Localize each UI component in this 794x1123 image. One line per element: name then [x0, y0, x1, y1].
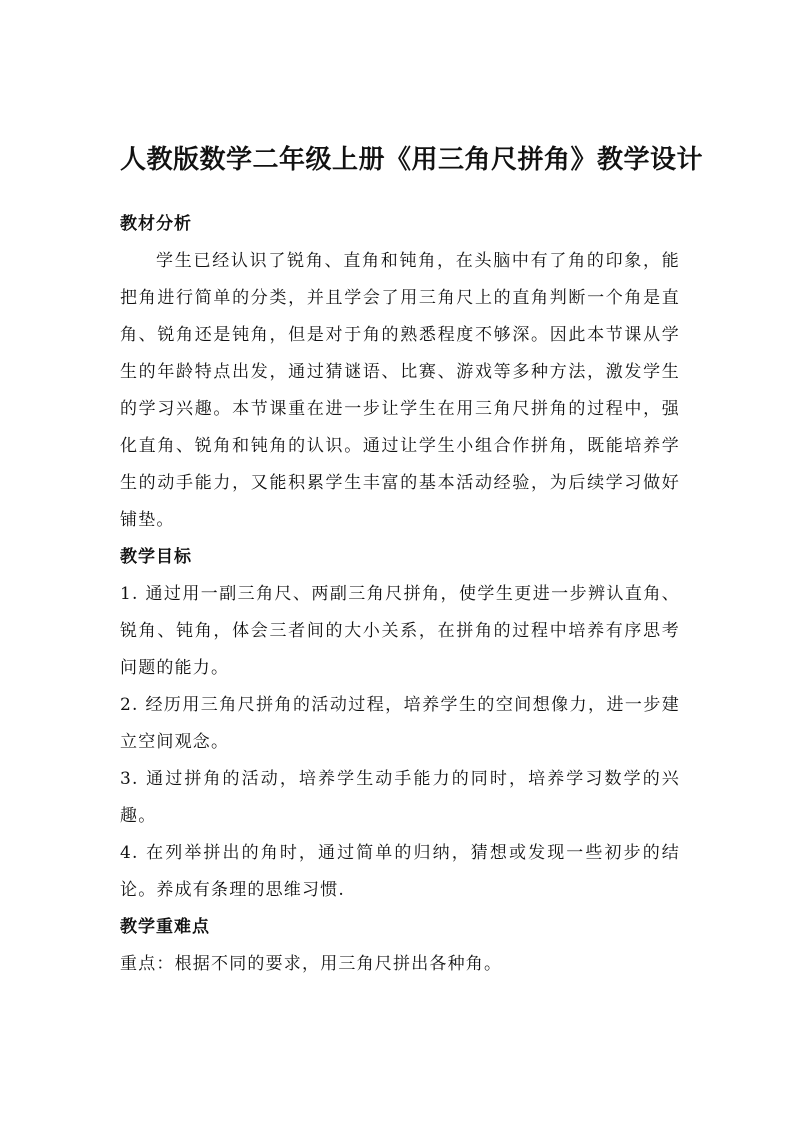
objective-item-2: 2. 经历用三角尺拼角的活动过程，培养学生的空间想像力，进一步建立空间观念。: [120, 695, 680, 752]
key-point-paragraph: 重点：根据不同的要求，用三角尺拼出各种角。: [120, 954, 503, 974]
section-teaching-objectives: [120, 539, 680, 909]
document-body: [120, 206, 680, 983]
section-key-difficulties: [120, 909, 680, 983]
section-material-analysis: [120, 206, 680, 539]
document-title: 人教版数学二年级上册《用三角尺拼角》教学设计: [120, 145, 704, 175]
body-paragraph: 学生已经认识了锐角、直角和钝角，在头脑中有了角的印象，能把角进行简单的分类，并且学会了用三角尺上的直角判断一个角是直角、锐角还是钝角，但是对于角的熟悉程度不够深。因此本节课从学生的年龄特点出发，通过猜谜语、比赛、游戏等多种方法，激发学生的学习兴趣。本节课重在进一步让学生在用三角尺拼角的过程中，强化直角、锐角和钝角的认识。通过让学生小组合作拼角，既能培养学生的动手能力，又能积累学生丰富的基本活动经验，为后续学习做好铺垫。: [120, 251, 680, 530]
objective-item-3: 3. 通过拼角的活动，培养学生动手能力的同时，培养学习数学的兴趣。: [120, 769, 680, 826]
section-heading: 教学目标: [120, 547, 192, 567]
section-heading: 教学重难点: [120, 917, 210, 937]
objective-item-4: 4. 在列举拼出的角时，通过简单的归纳，猜想或发现一些初步的结论。养成有条理的思维习惯.: [120, 843, 680, 900]
objective-item-1: 1. 通过用一副三角尺、两副三角尺拼角，使学生更进一步辨认直角、锐角、钝角，体会三者间的大小关系，在拼角的过程中培养有序思考问题的能力。: [120, 584, 680, 678]
section-heading: 教材分析: [120, 214, 192, 234]
